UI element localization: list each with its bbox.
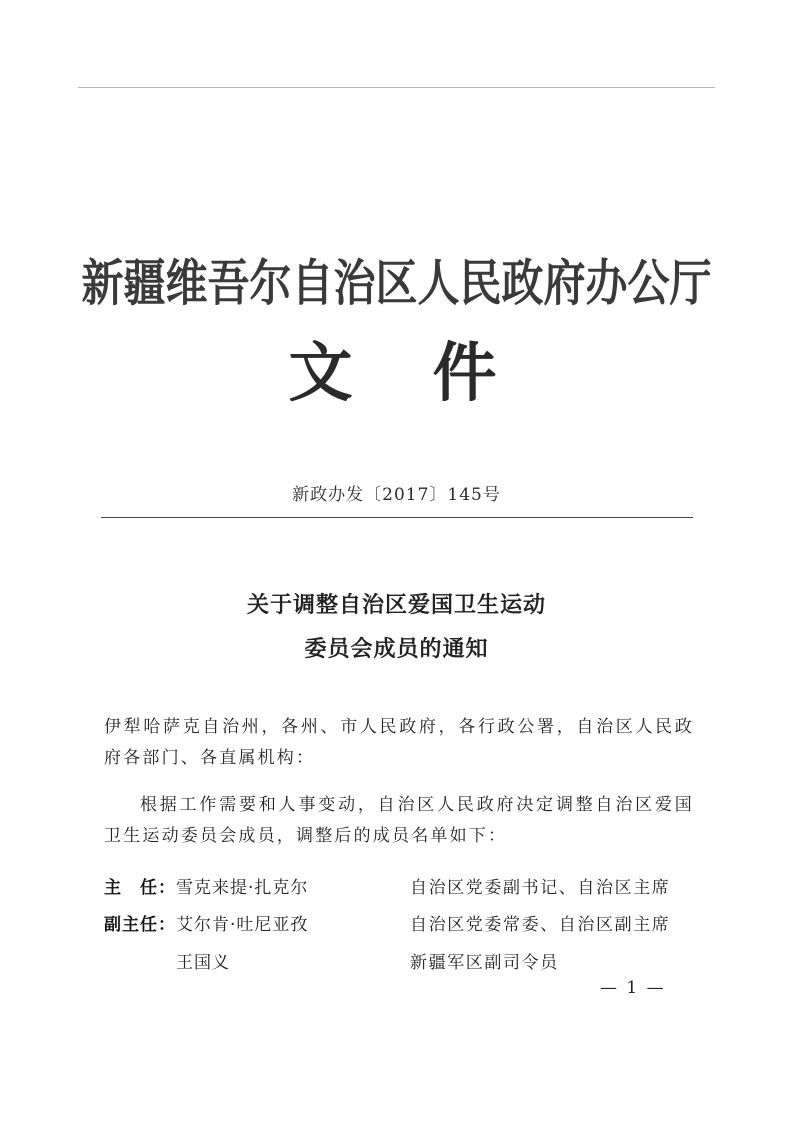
red-header-divider [101,517,693,518]
top-divider [78,87,715,88]
body-paragraph: 根据工作需要和人事变动，自治区人民政府决定调整自治区爱国卫生运动委员会成员，调整后的成员名单如下： [104,795,694,846]
member-post: 新疆军区副司令员 [410,953,559,973]
member-role: 副主任： [104,915,176,935]
member-row [104,910,704,940]
addressee: 伊犁哈萨克自治州，各州、市人民政府，各行政公署，自治区人民政府各部门、各直属机构： [104,717,694,768]
document-number: 新政办发〔2017〕145号 [292,485,501,505]
document-type-char: 件 [432,336,505,411]
document-type-char: 文 [288,336,361,411]
member-name: 王国义 [176,953,230,973]
document-title-line-1: 关于调整自治区爱国卫生运动 [246,592,546,618]
page-number: — 1 — [600,978,666,998]
document-title-line-2: 委员会成员的通知 [304,636,489,662]
member-name: 艾尔肯·吐尼亚孜 [176,915,309,935]
member-row [104,873,704,903]
member-name: 雪克来提·扎克尔 [176,878,309,898]
issuer-heading: 新疆维吾尔自治区人民政府办公厅 [81,254,712,312]
member-role: 主 任： [104,878,176,898]
member-post: 自治区党委副书记、自治区主席 [410,878,671,898]
document-type-heading [0,322,793,414]
member-post: 自治区党委常委、自治区副主席 [410,915,671,935]
member-row [104,948,704,978]
